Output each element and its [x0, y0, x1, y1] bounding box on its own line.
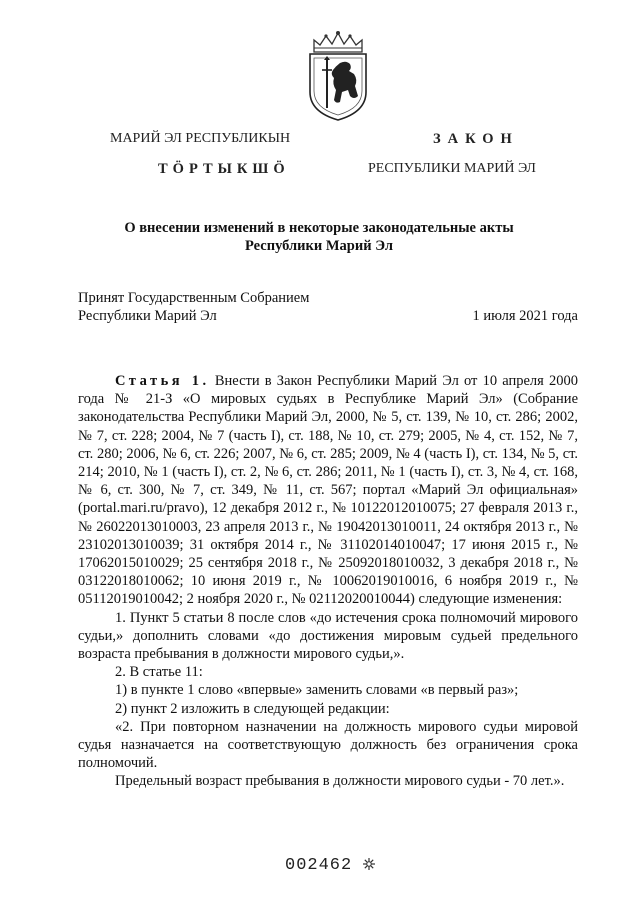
list-item: 2. В статье 11: — [115, 664, 203, 681]
coat-of-arms-icon — [300, 30, 376, 122]
header-left-line2: ТӦРТЫКШӦ — [158, 161, 290, 177]
title-line1: О внесении изменений в некоторые законодательные акты — [124, 220, 514, 236]
document-title — [0, 219, 638, 255]
adopted-date: 1 июля 2021 года — [472, 308, 578, 324]
adopted-line1: Принят Государственным Собранием — [78, 290, 310, 306]
article-1-paragraph — [78, 372, 578, 609]
document-body — [78, 372, 578, 791]
header-right-line1: ЗАКОН — [433, 131, 519, 147]
article-label: Статья 1. — [115, 373, 210, 389]
serial-number: 002462 — [285, 856, 353, 875]
list-item: 2) пункт 2 изложить в следующей редакции: — [115, 700, 390, 717]
star-ornament-icon — [362, 857, 376, 871]
list-item: 1) в пункте 1 слово «впервые» заменить словами «в первый раз»; — [115, 682, 519, 699]
list-item: 1. Пункт 5 статьи 8 после слов «до истечения срока полномочий мирового судьи,» дополнить словами «до достижения мировым судьей предельного возраста пребывания в должности мирового судьи,». — [78, 609, 578, 663]
adopted-by — [78, 289, 309, 325]
list-item: Предельный возраст пребывания в должности мирового судьи - 70 лет.». — [115, 773, 565, 790]
header-right-line2: РЕСПУБЛИКИ МАРИЙ ЭЛ — [368, 161, 536, 176]
header-left-line1: МАРИЙ ЭЛ РЕСПУБЛИКЫН — [110, 131, 291, 146]
list-item: «2. При повторном назначении на должность мирового судьи мировой судья назначается на соответствующую должность без ограничения срока полномочий. — [78, 718, 578, 772]
adopted-line2: Республики Марий Эл — [78, 308, 217, 324]
title-line2: Республики Марий Эл — [245, 238, 393, 254]
article-text: Внести в Закон Республики Марий Эл от 10 апреля 2000 года № 21-З «О мировых судьях в Республике Марий Эл» (Собрание законодательства Республики Марий Эл, 2000, № 5, ст. 139, № 10, ст. 286; 2002, № 7, ст. 228; 2004, № 7 (часть I), ст. 188, № 10, ст. 279; 2005, № 4, ст. 152, № 7, ст. 280; 2006, № 6, ст. 226; 2007, № 6, ст. 285; 2009, № 4 (часть I), ст. 134, № 5, ст. 214; 2010, № 1 (часть I), ст. 2, № 6, ст. 286; 2011, № 1 (часть I), ст. 3, № 4, ст. 168, № 6, ст. 300, № 7, ст. 349, № 11, ст. 567; портал «Марий Эл официальная» (portal.mari.ru/pravo), 12 декабря 2012 г., № 10122012010075; 27 февраля 2013 г., № 26022013010003, 23 апреля 2013 г., № 19042013010011, 24 октября 2013 г., № 23102013010039; 31 октября 2014 г., № 31102014010047; 17 июня 2015 г., № 17062015010029; 25 сентября 2018 г., № 25092018010032, 3 декабря 2018 г., № 03122018010062; 10 июня 2019 г., № 10062019010016, 6 ноября 2019 г., № 05112019010042; 2 ноября 2020 г., № 02112020010044) следующие изменения: — [78, 373, 579, 608]
